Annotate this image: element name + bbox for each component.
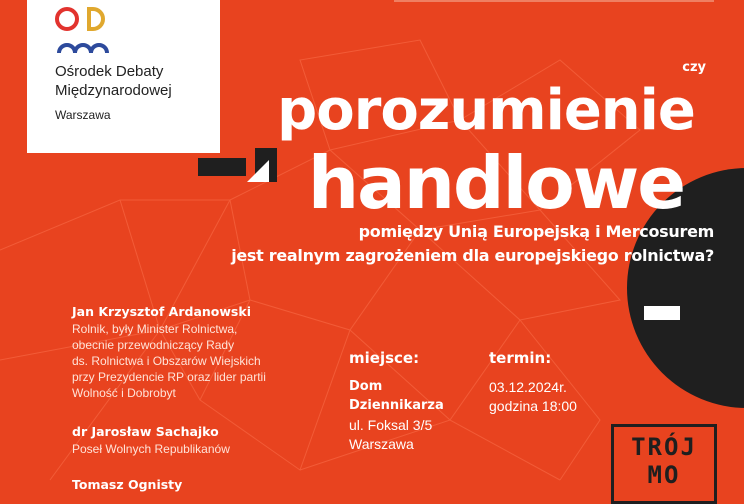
speaker-1-description-line: obecnie przewodniczący Rady <box>72 338 235 352</box>
headline-title-line1: porozumienie <box>277 78 695 143</box>
partner-logo-line1: TRÓJ <box>631 433 697 461</box>
organizer-logo-mark-icon <box>53 5 117 57</box>
speaker-3-name: Tomasz Ognisty <box>72 477 183 492</box>
speaker-1-description-line: przy Prezydencie RP oraz lider partii <box>72 370 266 384</box>
speaker-1-description <box>72 321 332 401</box>
partner-logo-line2: MO <box>647 461 681 489</box>
organizer-name: Ośrodek Debaty Międzynarodowej <box>55 63 172 99</box>
speaker-1-name: Jan Krzysztof Ardanowski <box>72 304 251 319</box>
venue-city: Warszawa <box>349 436 414 452</box>
speaker-1-description-line: ds. Rolnictwa i Obszarów Wiejskich <box>72 354 261 368</box>
headline-prefix: czy <box>682 60 706 75</box>
venue-name-line2: Dziennikarza <box>349 398 444 413</box>
venue-name-line1: Dom <box>349 379 383 394</box>
venue-label: miejsce: <box>349 349 420 367</box>
organizer-city: Warszawa <box>55 108 111 122</box>
speaker-2-description <box>72 441 332 457</box>
speaker-2-name: dr Jarosław Sachajko <box>72 424 219 439</box>
top-decorative-line <box>394 0 714 2</box>
headline-subtitle-line2: jest realnym zagrożeniem dla europejskiego rolnictwa? <box>231 246 714 265</box>
partner-logo <box>611 424 717 504</box>
headline-subtitle-line1: pomiędzy Unią Europejską i Mercosurem <box>358 222 714 241</box>
venue-street: ul. Foksal 3/5 <box>349 417 433 433</box>
decorative-white-triangle <box>247 160 269 182</box>
decorative-white-bar <box>644 306 680 320</box>
schedule-label: termin: <box>489 349 552 367</box>
speaker-1-description-line: Rolnik, były Minister Rolnictwa, <box>72 322 238 336</box>
speaker-1-description-line: Wolność i Dobrobyt <box>72 386 176 400</box>
schedule-date: 03.12.2024r. <box>489 379 567 395</box>
speaker-2-description-line: Poseł Wolnych Republikanów <box>72 442 230 456</box>
schedule-time: godzina 18:00 <box>489 398 577 414</box>
organizer-logo-card <box>27 0 220 153</box>
headline-title-line2: handlowe <box>307 141 685 225</box>
decorative-black-bar <box>198 158 246 176</box>
